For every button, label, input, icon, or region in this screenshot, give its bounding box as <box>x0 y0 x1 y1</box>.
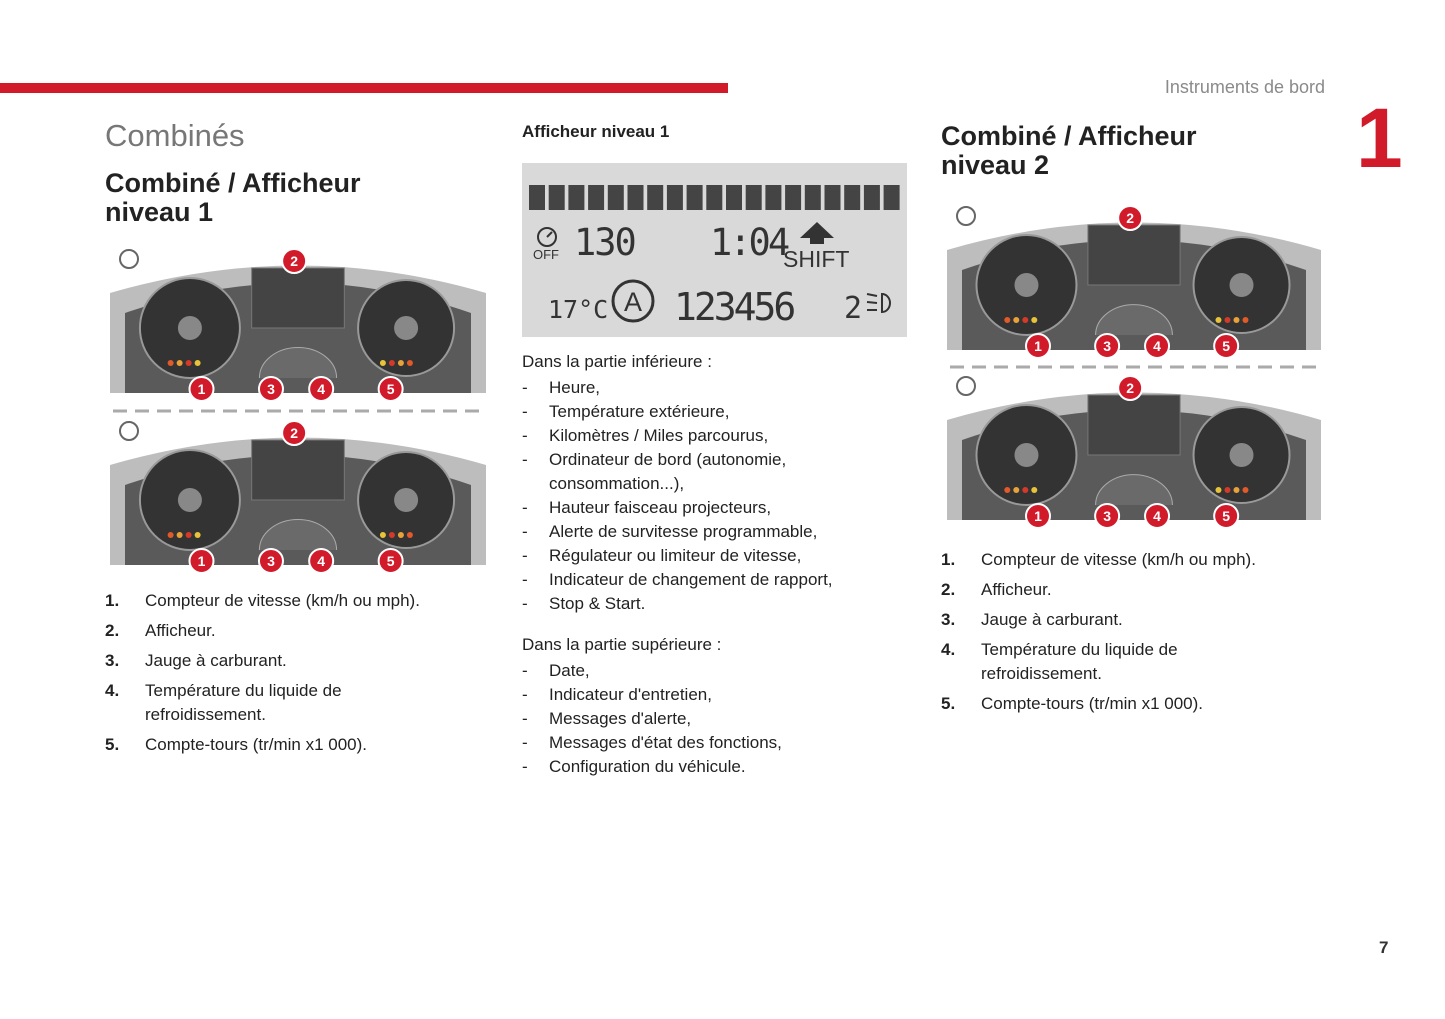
marker-pin <box>1145 334 1169 358</box>
list-item: - Température extérieure, <box>522 402 730 421</box>
marker-label: 5 <box>386 553 395 569</box>
display-mode: A <box>623 287 643 317</box>
item-text: Compte-tours (tr/min x1 000). <box>981 694 1204 713</box>
matrix-cell <box>588 185 604 210</box>
marker-pin <box>1214 504 1238 528</box>
left-title-line2: niveau 1 <box>105 197 214 227</box>
marker-pin <box>309 549 333 573</box>
list-item: - Configuration du véhicule. <box>522 757 746 776</box>
marker-label: 2 <box>1126 380 1135 396</box>
marker-pin <box>1145 504 1169 528</box>
tachometer-hub <box>394 488 418 512</box>
marker-label: 2 <box>290 253 299 269</box>
warning-light-icon <box>1004 487 1010 493</box>
item-text: Température du liquide de refroidissement. <box>981 640 1178 683</box>
warning-light-icon <box>195 532 201 538</box>
list-item <box>941 638 1271 686</box>
item-number: 4. <box>105 681 120 700</box>
matrix-cell <box>549 185 565 210</box>
marker-label: 2 <box>290 425 299 441</box>
marker-label: 1 <box>1034 338 1042 354</box>
tachometer-hub <box>1230 443 1254 467</box>
warning-light-icon <box>1242 487 1248 493</box>
warning-light-icon <box>1013 487 1019 493</box>
cluster-panel <box>947 376 1321 528</box>
item-text: Alerte de survitesse programmable, <box>549 522 818 541</box>
marker-label: 1 <box>197 381 206 397</box>
item-text: Compteur de vitesse (km/h ou mph). <box>981 550 1256 569</box>
list-item <box>941 692 1321 716</box>
matrix-cell <box>805 185 821 210</box>
matrix-cell <box>608 185 624 210</box>
matrix-cell <box>667 185 683 210</box>
item-text: Température du liquide de refroidissement. <box>145 681 342 724</box>
item-text: Date, <box>549 661 590 680</box>
item-text: Messages d'état des fonctions, <box>549 733 782 752</box>
list-item <box>105 649 485 673</box>
marker-pin <box>190 549 214 573</box>
marker-label: 5 <box>386 381 395 397</box>
matrix-cell <box>529 185 545 210</box>
item-number: 3. <box>941 610 956 629</box>
warning-light-icon <box>177 532 183 538</box>
matrix-cell <box>628 185 644 210</box>
item-number: 5. <box>105 735 120 754</box>
marker-label: 5 <box>1222 338 1231 354</box>
tachometer-hub <box>394 316 418 340</box>
marker-label: 3 <box>267 381 275 397</box>
marker-label: 2 <box>1126 210 1135 226</box>
warning-light-icon <box>168 532 174 538</box>
marker-label: 4 <box>1153 508 1161 524</box>
warning-light-icon <box>398 360 404 366</box>
center-display <box>252 440 345 500</box>
display-off-label: OFF <box>533 247 559 262</box>
upper-items-list <box>522 659 872 779</box>
steering-wheel-icon <box>120 422 138 440</box>
list-item <box>941 608 1321 632</box>
marker-pin <box>259 377 283 401</box>
warning-light-icon <box>168 360 174 366</box>
right-title <box>941 122 1197 180</box>
warning-light-icon <box>1215 487 1221 493</box>
matrix-cell <box>706 185 722 210</box>
page-number: 7 <box>1379 938 1389 957</box>
item-text: Heure, <box>549 378 601 397</box>
item-text: Jauge à carburant. <box>145 651 287 670</box>
warning-light-icon <box>398 532 404 538</box>
list-item: - Kilomètres / Miles parcourus, <box>522 426 769 445</box>
left-title-line1: Combiné / Afficheur <box>105 168 361 198</box>
list-item <box>105 679 435 727</box>
matrix-cell <box>844 185 860 210</box>
warning-light-icon <box>186 532 192 538</box>
item-text: Indicateur de changement de rapport, <box>549 570 833 589</box>
matrix-cell <box>647 185 663 210</box>
item-number: 4. <box>941 640 956 659</box>
marker-pin <box>1095 504 1119 528</box>
item-text: Configuration du véhicule. <box>549 757 746 776</box>
display-caption: Afficheur niveau 1 <box>522 122 670 141</box>
warning-light-icon <box>186 360 192 366</box>
warning-light-icon <box>195 360 201 366</box>
marker-pin <box>282 421 306 445</box>
item-text: Kilomètres / Miles parcourus, <box>549 426 769 445</box>
display-beam-level: 2 <box>844 291 863 326</box>
marker-pin <box>1095 334 1119 358</box>
marker-label: 4 <box>317 381 326 397</box>
item-text: Compte-tours (tr/min x1 000). <box>145 735 368 754</box>
cluster-panel <box>110 421 486 573</box>
section-header: Instruments de bord <box>1164 77 1325 97</box>
warning-light-icon <box>1013 317 1019 323</box>
marker-label: 3 <box>1103 508 1112 524</box>
warning-light-icon <box>1004 317 1010 323</box>
item-text: Jauge à carburant. <box>981 610 1123 629</box>
list-item: - Stop & Start. <box>522 594 646 613</box>
matrix-cell <box>785 185 801 210</box>
warning-light-icon <box>1022 317 1028 323</box>
marker-pin <box>379 377 403 401</box>
marker-pin <box>309 377 333 401</box>
warning-light-icon <box>177 360 183 366</box>
list-item: - Alerte de survitesse programmable, <box>522 522 818 541</box>
warning-light-icon <box>1233 317 1239 323</box>
marker-pin <box>190 377 214 401</box>
warning-light-icon <box>1215 317 1221 323</box>
marker-label: 1 <box>1034 508 1042 524</box>
matrix-cell <box>726 185 742 210</box>
item-number: 1. <box>941 550 956 569</box>
matrix-cell <box>687 185 703 210</box>
instrument-cluster-level2-figure <box>942 200 1326 534</box>
item-text: Afficheur. <box>145 621 216 640</box>
display-odometer: 123456 <box>674 285 794 329</box>
list-item: - Heure, <box>522 378 601 397</box>
marker-label: 1 <box>197 553 206 569</box>
list-item: - Messages d'alerte, <box>522 709 692 728</box>
item-number: 3. <box>105 651 120 670</box>
tachometer-hub <box>1230 273 1254 297</box>
warning-light-icon <box>380 360 386 366</box>
item-text: Messages d'alerte, <box>549 709 692 728</box>
marker-pin <box>1214 334 1238 358</box>
list-item: - Date, <box>522 661 590 680</box>
display-speed: 130 <box>574 221 635 264</box>
item-text: Ordinateur de bord (autonomie, consommation...), <box>549 450 787 493</box>
list-item: - Hauteur faisceau projecteurs, <box>522 498 772 517</box>
warning-light-icon <box>380 532 386 538</box>
item-text: Stop & Start. <box>549 594 646 613</box>
warning-light-icon <box>1031 317 1037 323</box>
instrument-cluster-level1-figure <box>105 243 491 579</box>
display-outside-temp: 17°C <box>548 295 609 324</box>
item-number: 2. <box>941 580 956 599</box>
speedometer-hub <box>178 316 202 340</box>
matrix-cell <box>568 185 584 210</box>
marker-pin <box>282 249 306 273</box>
speedometer-hub <box>1014 273 1038 297</box>
list-item <box>941 548 1321 572</box>
item-text: Hauteur faisceau projecteurs, <box>549 498 772 517</box>
speedometer-hub <box>178 488 202 512</box>
item-text: Indicateur d'entretien, <box>549 685 712 704</box>
item-text: Compteur de vitesse (km/h ou mph). <box>145 591 420 610</box>
marker-pin <box>1026 504 1050 528</box>
list-item <box>105 733 485 757</box>
marker-pin <box>1118 376 1142 400</box>
marker-label: 5 <box>1222 508 1231 524</box>
list-item: - Indicateur de changement de rapport, <box>522 570 833 589</box>
marker-pin <box>379 549 403 573</box>
list-item: - Indicateur d'entretien, <box>522 685 712 704</box>
warning-light-icon <box>1022 487 1028 493</box>
left-title <box>105 169 361 227</box>
list-item: - Ordinateur de bord (autonomie, consommation...), <box>522 450 787 493</box>
list-item: - Régulateur ou limiteur de vitesse, <box>522 546 802 565</box>
cluster-panel <box>947 206 1321 358</box>
list-item <box>105 619 485 643</box>
cluster-panel <box>110 249 486 401</box>
lower-intro: Dans la partie inférieure : <box>522 352 712 371</box>
steering-wheel-icon <box>957 377 975 395</box>
steering-wheel-icon <box>957 207 975 225</box>
item-text: Afficheur. <box>981 580 1052 599</box>
right-title-line1: Combiné / Afficheur <box>941 121 1197 151</box>
warning-light-icon <box>1233 487 1239 493</box>
center-display <box>1088 225 1180 285</box>
header-red-bar <box>0 83 728 93</box>
display-time: 1:04 <box>710 221 788 264</box>
matrix-cell <box>884 185 900 210</box>
item-number: 1. <box>105 591 120 610</box>
steering-wheel-icon <box>120 250 138 268</box>
warning-light-icon <box>1224 317 1230 323</box>
item-text: Température extérieure, <box>549 402 730 421</box>
center-display <box>252 268 345 328</box>
marker-label: 4 <box>1153 338 1161 354</box>
item-number: 2. <box>105 621 120 640</box>
right-title-line2: niveau 2 <box>941 150 1050 180</box>
left-item-list <box>105 589 485 763</box>
warning-light-icon <box>1242 317 1248 323</box>
item-text: Régulateur ou limiteur de vitesse, <box>549 546 802 565</box>
list-item <box>941 578 1321 602</box>
level1-display-illustration <box>522 163 907 337</box>
right-item-list <box>941 548 1321 722</box>
list-item <box>105 589 485 613</box>
section-title: Combinés <box>105 118 245 153</box>
chapter-number: 1 <box>1356 91 1403 185</box>
display-shift: SHIFT <box>783 246 850 272</box>
warning-light-icon <box>1224 487 1230 493</box>
speedometer-hub <box>1014 443 1038 467</box>
center-display <box>1088 395 1180 455</box>
shift-arrow-stem <box>810 238 824 244</box>
warning-light-icon <box>1031 487 1037 493</box>
lower-items-list <box>522 376 872 616</box>
matrix-cell <box>746 185 762 210</box>
marker-pin <box>1026 334 1050 358</box>
marker-label: 3 <box>267 553 275 569</box>
list-item: - Messages d'état des fonctions, <box>522 733 782 752</box>
marker-pin <box>259 549 283 573</box>
marker-label: 4 <box>317 553 326 569</box>
warning-light-icon <box>407 360 413 366</box>
matrix-cell <box>765 185 781 210</box>
warning-light-icon <box>389 532 395 538</box>
item-number: 5. <box>941 694 956 713</box>
matrix-cell <box>825 185 841 210</box>
matrix-cell <box>864 185 880 210</box>
warning-light-icon <box>389 360 395 366</box>
upper-intro: Dans la partie supérieure : <box>522 635 722 654</box>
marker-pin <box>1118 206 1142 230</box>
marker-label: 3 <box>1103 338 1112 354</box>
warning-light-icon <box>407 532 413 538</box>
